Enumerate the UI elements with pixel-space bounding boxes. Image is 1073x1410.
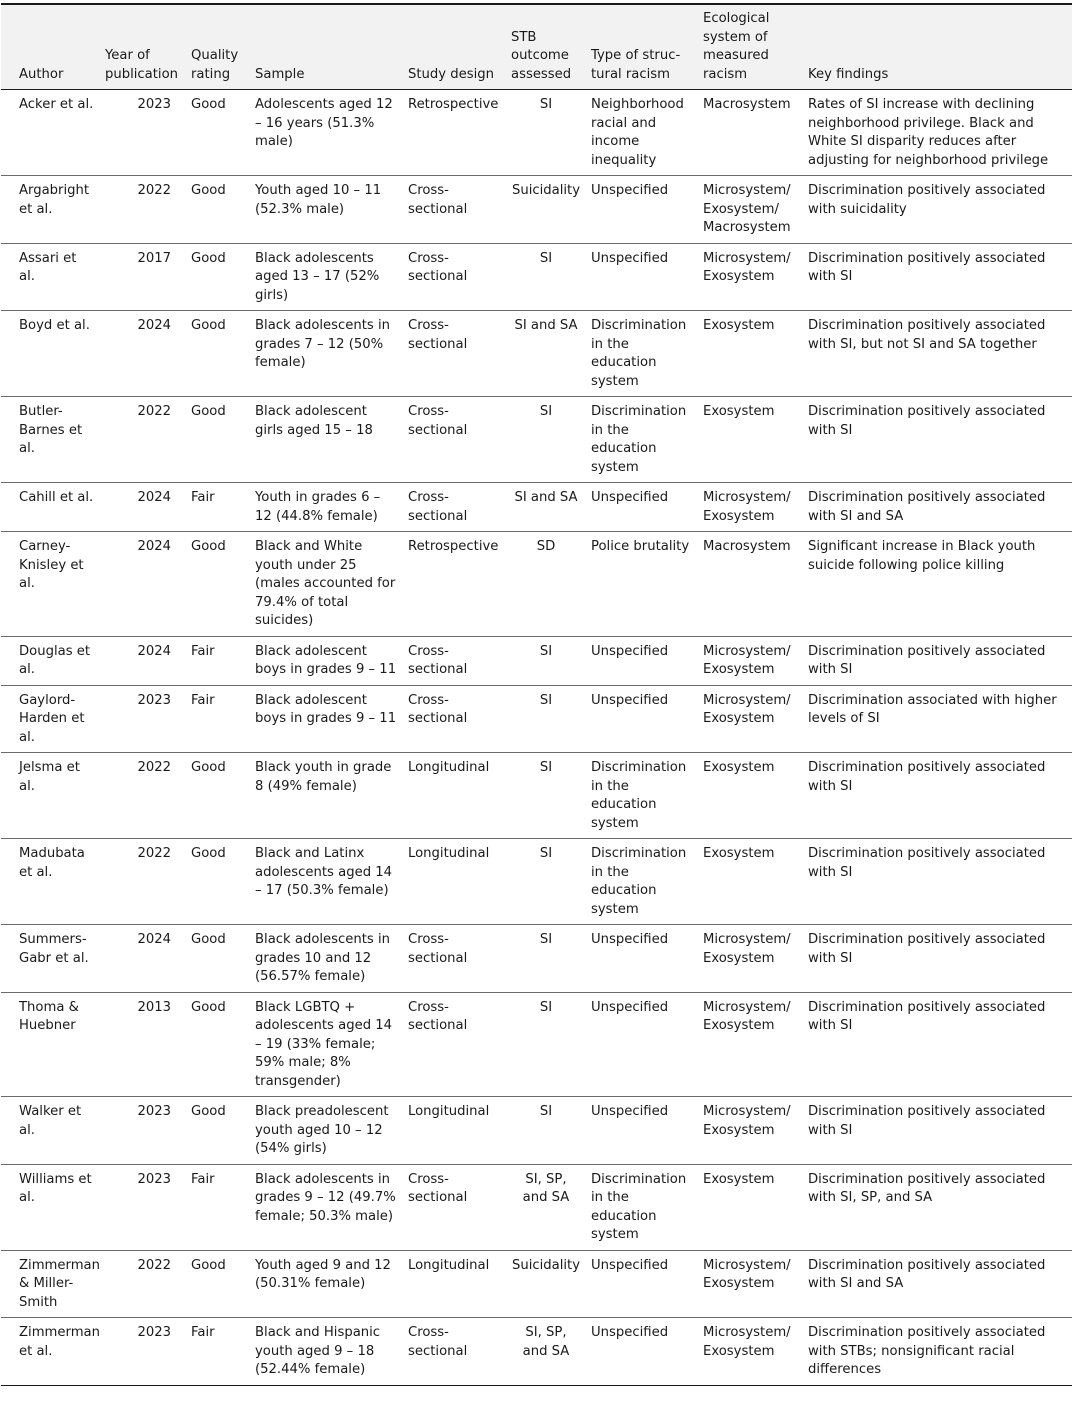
cell-year: 2023 — [137, 1325, 171, 1340]
cell-design: Longitudinal — [408, 846, 490, 861]
cell-type: Police brutality — [591, 539, 690, 554]
cell-key: Discrimination positively associated with STBs; nonsignificant racial differences — [808, 1325, 1046, 1377]
cell-key: Discrimination positively associated with SI and SA — [808, 490, 1046, 524]
cell-eco: Exosystem — [703, 760, 775, 775]
cell-stb: SI — [539, 404, 553, 419]
cell-year: 2022 — [137, 1257, 171, 1273]
header-type: Type of struc-tural racism — [591, 48, 681, 82]
cell-design: Cross-sectional — [408, 1171, 468, 1205]
cell-sample: Black adolescent girls aged 15 – 18 — [255, 404, 373, 438]
table-row — [1, 397, 1072, 483]
cell-design: Cross-sectional — [408, 490, 468, 524]
cell-stb: SI — [539, 932, 553, 947]
cell-sample: Black adolescent boys in grades 9 – 11 — [255, 692, 397, 726]
cell-key: Discrimination positively associated with SI — [808, 932, 1046, 966]
cell-eco: Exosystem — [703, 318, 775, 333]
cell-eco: Macrosystem — [703, 539, 791, 554]
table-row — [1, 753, 1072, 839]
cell-eco: Microsystem/ Exosystem/ Macrosystem — [703, 183, 791, 235]
cell-type: Unspecified — [591, 1325, 669, 1340]
cell-key: Rates of SI increase with declining neighborhood privilege. Black and White SI disparity reduces after adjusting for neighborhood privilege — [808, 97, 1049, 168]
cell-author: Thoma & Huebner — [19, 999, 79, 1033]
cell-eco: Exosystem — [703, 404, 775, 419]
cell-author: Carney-Knisley et al. — [19, 539, 84, 591]
table-row — [1, 90, 1072, 176]
cell-stb: SI — [539, 760, 553, 775]
cell-quality: Good — [191, 1257, 226, 1273]
cell-key: Discrimination positively associated with SI — [808, 760, 1046, 794]
cell-sample: Black adolescents aged 13 – 17 (52% girls) — [255, 250, 380, 303]
cell-year: 2023 — [137, 1171, 171, 1187]
cell-year: 2013 — [137, 999, 171, 1015]
cell-quality: Fair — [191, 1325, 215, 1340]
cell-key: Discrimination positively associated with SI — [808, 643, 1046, 677]
cell-eco: Microsystem/ Exosystem — [703, 932, 791, 966]
cell-design: Cross-sectional — [408, 318, 468, 352]
cell-quality: Good — [191, 999, 226, 1015]
cell-stb: SI, SP, and SA — [522, 1325, 570, 1359]
cell-type: Unspecified — [591, 692, 669, 708]
cell-design: Cross-sectional — [408, 643, 468, 677]
cell-sample: Black adolescent boys in grades 9 – 11 — [255, 643, 397, 677]
cell-quality: Good — [191, 760, 226, 775]
cell-type: Discrimination in the education system — [591, 404, 687, 475]
cell-design: Cross-sectional — [408, 1325, 468, 1359]
cell-type: Unspecified — [591, 643, 669, 659]
cell-year: 2022 — [137, 760, 171, 775]
cell-design: Longitudinal — [408, 1257, 490, 1273]
cell-type: Discrimination in the education system — [591, 846, 687, 917]
table-row — [1, 1164, 1072, 1250]
cell-author: Butler-Barnes et al. — [19, 404, 83, 456]
cell-author: Zimmerman et al. — [19, 1325, 100, 1359]
table-row — [1, 1097, 1072, 1165]
cell-type: Neighborhood racial and income inequality — [591, 97, 684, 168]
cell-quality: Fair — [191, 692, 215, 708]
cell-eco: Microsystem/ Exosystem — [703, 692, 791, 726]
cell-type: Unspecified — [591, 250, 669, 266]
cell-design: Cross-sectional — [408, 692, 468, 726]
cell-eco: Macrosystem — [703, 97, 791, 112]
header-sample: Sample — [255, 66, 305, 82]
cell-author: Summers-Gabr et al. — [19, 932, 89, 966]
header-eco: Ecological system of measured racism — [703, 11, 770, 82]
cell-key: Discrimination positively associated with SI, but not SI and SA together — [808, 318, 1046, 352]
table-row — [1, 483, 1072, 532]
cell-author: Argabright et al. — [19, 183, 90, 217]
table-row — [1, 311, 1072, 397]
cell-sample: Youth aged 9 and 12 (50.31% female) — [255, 1257, 391, 1291]
cell-quality: Good — [191, 250, 226, 266]
cell-eco: Microsystem/ Exosystem — [703, 999, 791, 1033]
cell-key: Discrimination positively associated with SI — [808, 1104, 1046, 1138]
cell-year: 2024 — [137, 643, 171, 659]
header-key: Key findings — [808, 66, 889, 82]
cell-author: Madubata et al. — [19, 846, 85, 880]
cell-quality: Fair — [191, 643, 215, 659]
cell-sample: Black youth in grade 8 (49% female) — [255, 760, 392, 794]
cell-key: Discrimination positively associated with SI — [808, 846, 1046, 880]
cell-eco: Microsystem/ Exosystem — [703, 1257, 791, 1291]
header-quality: Quality rating — [191, 48, 239, 82]
cell-design: Longitudinal — [408, 1104, 490, 1119]
cell-design: Cross-sectional — [408, 999, 468, 1033]
cell-sample: Black adolescents in grades 10 and 12 (56.57% female) — [255, 932, 391, 984]
cell-type: Discrimination in the education system — [591, 760, 687, 831]
cell-key: Discrimination positively associated with SI — [808, 250, 1046, 284]
cell-design: Longitudinal — [408, 760, 490, 775]
cell-key: Discrimination positively associated with SI and SA — [808, 1257, 1046, 1291]
cell-eco: Microsystem/ Exosystem — [703, 643, 791, 677]
cell-quality: Fair — [191, 1171, 215, 1187]
cell-year: 2024 — [137, 539, 171, 554]
cell-eco: Exosystem — [703, 846, 775, 861]
cell-quality: Good — [191, 404, 226, 419]
cell-eco: Microsystem/ Exosystem — [703, 490, 791, 524]
cell-quality: Good — [191, 318, 226, 333]
cell-quality: Good — [191, 183, 226, 198]
cell-stb: SI — [539, 250, 553, 266]
cell-type: Discrimination in the education system — [591, 1171, 687, 1242]
header-author: Author — [19, 66, 64, 82]
cell-author: Jelsma et al. — [19, 760, 80, 794]
cell-year: 2022 — [137, 404, 171, 419]
cell-stb: SD — [536, 539, 556, 554]
cell-year: 2017 — [137, 250, 171, 266]
cell-year: 2023 — [137, 97, 171, 112]
cell-sample: Black adolescents in grades 7 – 12 (50% female) — [255, 318, 391, 370]
cell-quality: Good — [191, 539, 226, 554]
cell-author: Walker et al. — [19, 1104, 82, 1138]
cell-stb: SI and SA — [514, 318, 578, 333]
header-row — [1, 4, 1072, 90]
cell-type: Unspecified — [591, 183, 669, 198]
cell-author: Cahill et al. — [19, 490, 94, 505]
cell-design: Cross-sectional — [408, 404, 468, 438]
cell-year: 2022 — [137, 183, 171, 198]
cell-type: Unspecified — [591, 1104, 669, 1119]
cell-design: Cross-sectional — [408, 250, 468, 284]
cell-eco: Microsystem/ Exosystem — [703, 1325, 791, 1359]
cell-year: 2024 — [137, 932, 171, 947]
cell-year: 2024 — [137, 490, 171, 505]
cell-stb: SI — [539, 643, 553, 659]
table-row — [1, 1250, 1072, 1318]
cell-eco: Microsystem/ Exosystem — [703, 1104, 791, 1138]
studies-table — [1, 3, 1072, 1386]
cell-quality: Good — [191, 97, 226, 112]
cell-eco: Exosystem — [703, 1171, 775, 1187]
cell-type: Discrimination in the education system — [591, 318, 687, 389]
cell-quality: Good — [191, 846, 226, 861]
cell-key: Discrimination positively associated with SI, SP, and SA — [808, 1171, 1046, 1205]
cell-author: Douglas et al. — [19, 643, 91, 677]
cell-stb: SI — [539, 97, 553, 112]
table-row — [1, 839, 1072, 925]
cell-sample: Adolescents aged 12 – 16 years (51.3% male) — [255, 97, 393, 149]
cell-sample: Black adolescents in grades 9 – 12 (49.7% female; 50.3% male) — [255, 1171, 396, 1224]
table-row — [1, 636, 1072, 685]
cell-key: Discrimination positively associated with SI — [808, 999, 1046, 1033]
table-row — [1, 1318, 1072, 1386]
cell-key: Discrimination positively associated with suicidality — [808, 183, 1046, 217]
header-year: Year of publication — [105, 48, 179, 82]
cell-design: Retrospective — [408, 539, 499, 554]
cell-stb: SI, SP, and SA — [522, 1171, 570, 1205]
cell-stb: Suicidality — [511, 183, 581, 198]
cell-eco: Microsystem/ Exosystem — [703, 250, 791, 284]
cell-sample: Youth aged 10 – 11 (52.3% male) — [255, 183, 382, 217]
table-row — [1, 685, 1072, 753]
cell-key: Discrimination positively associated with SI — [808, 404, 1046, 438]
cell-stb: SI — [539, 846, 553, 861]
cell-type: Unspecified — [591, 932, 669, 947]
table-row — [1, 243, 1072, 311]
cell-design: Retrospective — [408, 97, 499, 112]
table-header — [1, 4, 1072, 90]
cell-sample: Black preadolescent youth aged 10 – 12 (54% girls) — [255, 1104, 389, 1156]
cell-design: Cross-sectional — [408, 183, 468, 217]
cell-type: Unspecified — [591, 1257, 669, 1273]
cell-stb: SI — [539, 692, 553, 708]
header-design: Study design — [408, 66, 495, 82]
cell-quality: Fair — [191, 490, 215, 505]
cell-type: Unspecified — [591, 490, 669, 505]
cell-sample: Youth in grades 6 – 12 (44.8% female) — [255, 490, 381, 524]
table-row — [1, 176, 1072, 244]
cell-sample: Black and White youth under 25 (males accounted for 79.4% of total suicides) — [255, 539, 396, 628]
cell-stb: SI — [539, 999, 553, 1015]
cell-author: Assari et al. — [19, 250, 77, 284]
table-row — [1, 925, 1072, 993]
cell-year: 2022 — [137, 846, 171, 861]
cell-quality: Good — [191, 1104, 226, 1119]
cell-design: Cross-sectional — [408, 932, 468, 966]
cell-year: 2023 — [137, 692, 171, 708]
cell-sample: Black and Latinx adolescents aged 14 – 17 (50.3% female) — [255, 846, 393, 898]
table-row — [1, 532, 1072, 637]
cell-author: Williams et al. — [19, 1171, 92, 1205]
cell-year: 2024 — [137, 318, 171, 333]
cell-stb: SI and SA — [514, 490, 578, 505]
cell-stb: SI — [539, 1104, 553, 1119]
cell-quality: Good — [191, 932, 226, 947]
header-stb: STB outcome assessed — [511, 29, 572, 82]
cell-year: 2023 — [137, 1104, 171, 1119]
cell-author: Boyd et al. — [19, 318, 90, 333]
cell-sample: Black and Hispanic youth aged 9 – 18 (52.44% female) — [255, 1325, 381, 1377]
cell-author: Acker et al. — [19, 97, 94, 112]
cell-key: Significant increase in Black youth suicide following police killing — [808, 539, 1036, 573]
cell-stb: Suicidality — [511, 1257, 581, 1273]
cell-type: Unspecified — [591, 999, 669, 1015]
cell-author: Zimmerman & Miller-Smith — [19, 1257, 100, 1310]
table-body — [1, 90, 1072, 1386]
cell-sample: Black LGBTQ + adolescents aged 14 – 19 (33% female; 59% male; 8% transgender) — [255, 999, 393, 1089]
table-row — [1, 992, 1072, 1097]
cell-author: Gaylord-Harden et al. — [19, 692, 85, 745]
cell-key: Discrimination associated with higher levels of SI — [808, 692, 1057, 726]
